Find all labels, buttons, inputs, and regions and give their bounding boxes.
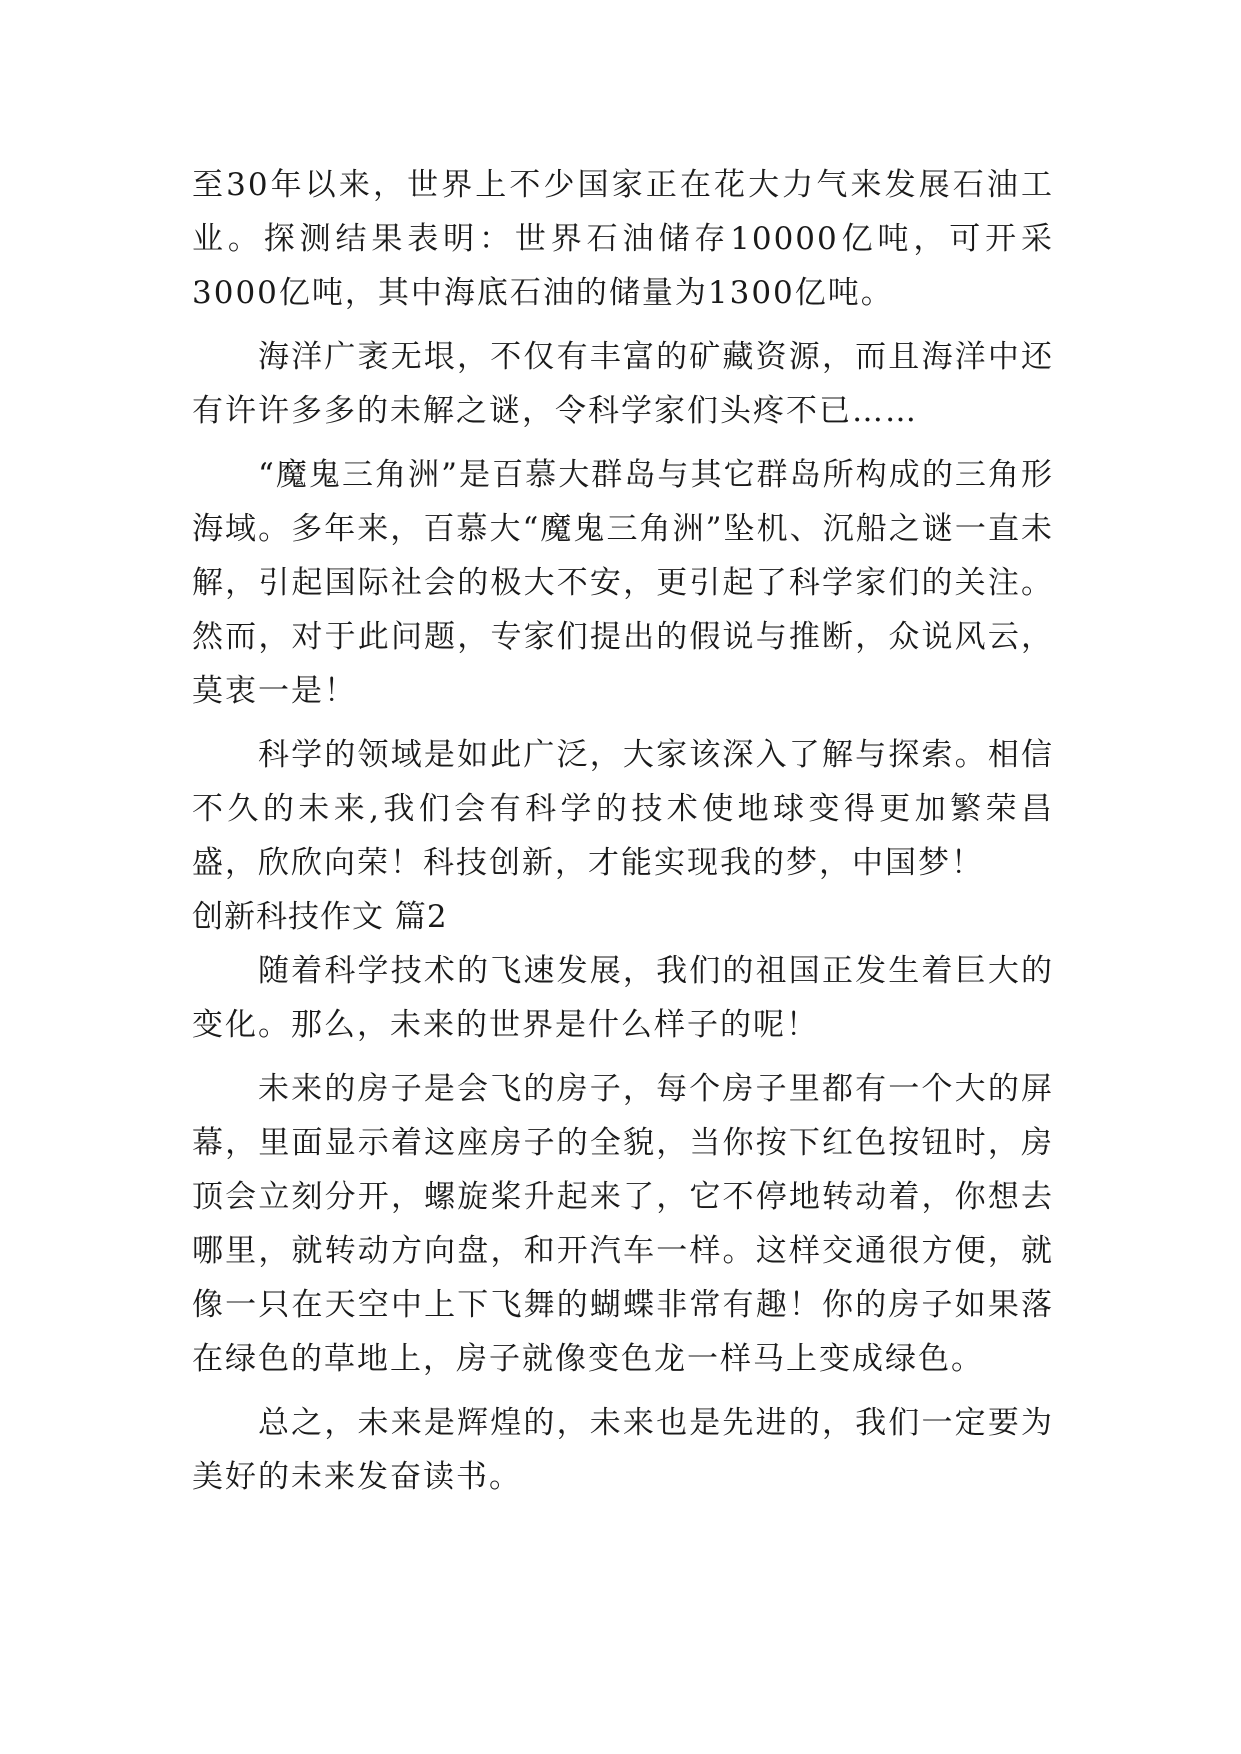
paragraph-science-future: 科学的领域是如此广泛，大家该深入了解与探索。相信不久的未来,我们会有科学的技术使地球变得更加繁荣昌盛，欣欣向荣！科技创新，才能实现我的梦，中国梦！ [192, 737, 1054, 881]
essay-heading: 创新科技作文 篇2 [192, 899, 448, 935]
paragraph-bermuda-triangle: “魔鬼三角洲”是百慕大群岛与其它群岛所构成的三角形海域。多年来，百慕大“魔鬼三角洲”坠机、沉船之谜一直未解，引起国际社会的极大不安，更引起了科学家们的关注。然而，对于此问题，专家们提出的假说与推断，众说风云，莫衷一是！ [192, 457, 1054, 709]
paragraph-flying-house: 未来的房子是会飞的房子，每个房子里都有一个大的屏幕，里面显示着这座房子的全貌，当你按下红色按钮时，房顶会立刻分开，螺旋桨升起来了，它不停地转动着，你想去哪里，就转动方向盘，和开汽车一样。这样交通很方便，就像一只在天空中上下飞舞的蝴蝶非常有趣！你的房子如果落在绿色的草地上，房子就像变色龙一样马上变成绿色。 [192, 1071, 1054, 1377]
paragraph-rapid-development: 随着科学技术的飞速发展，我们的祖国正发生着巨大的变化。那么，未来的世界是什么样子的呢！ [192, 953, 1054, 1043]
paragraph-oil-reserves: 至30年以来，世界上不少国家正在花大力气来发展石油工业。探测结果表明：世界石油储存10000亿吨，可开采3000亿吨，其中海底石油的储量为1300亿吨。 [192, 167, 1054, 311]
paragraph-ocean-mysteries: 海洋广袤无垠，不仅有丰富的矿藏资源，而且海洋中还有许许多多的未解之谜，令科学家们头疼不已…… [192, 339, 1054, 429]
paragraph-conclusion: 总之，未来是辉煌的，未来也是先进的，我们一定要为美好的未来发奋读书。 [192, 1405, 1054, 1495]
document-body [192, 158, 1054, 1504]
